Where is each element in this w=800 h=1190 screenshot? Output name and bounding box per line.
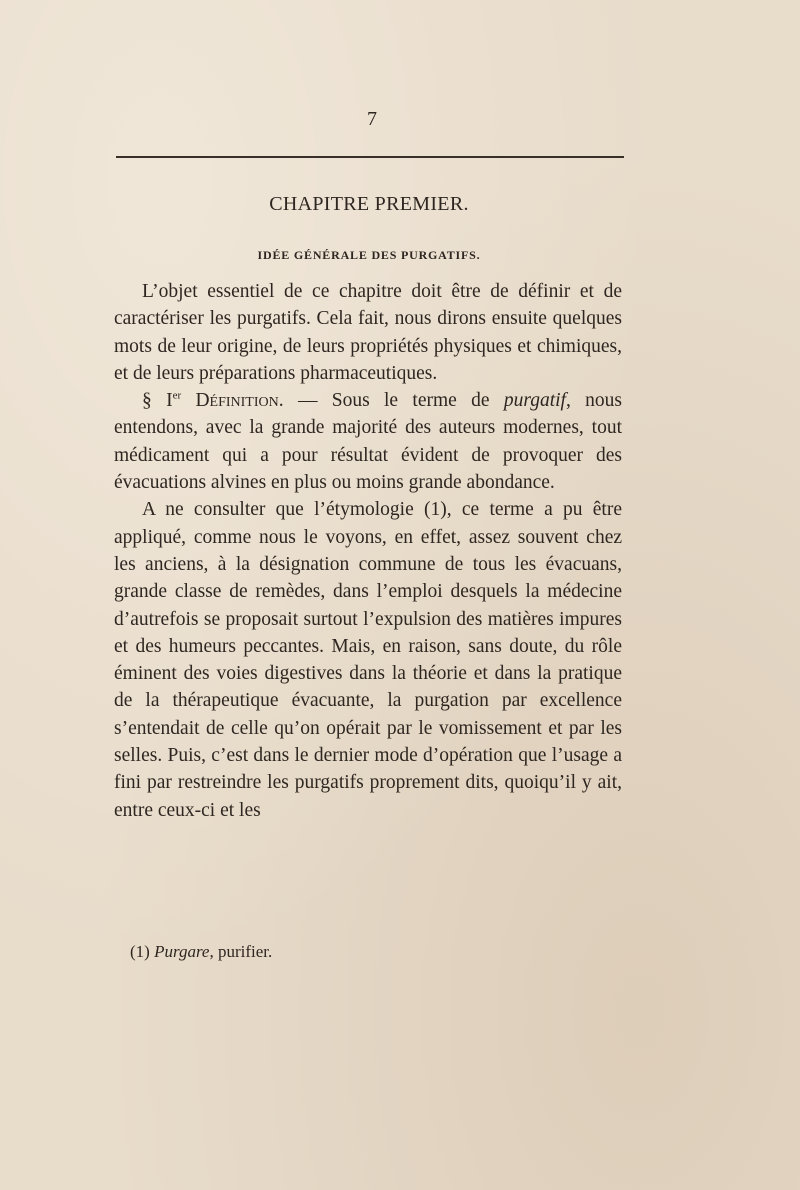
body-text (114, 278, 622, 824)
chapter-title: CHAPITRE PREMIER. (269, 193, 469, 215)
definition-lead: . — Sous le terme de (278, 390, 504, 412)
footnote (130, 942, 620, 962)
definition-term: purgatif (503, 390, 566, 412)
footnote-marker: (1) (130, 942, 150, 961)
section-title: IDÉE GÉNÉRALE DES PURGATIFS. (257, 248, 481, 262)
definition-heading: Définition (195, 390, 279, 412)
header-rule (116, 156, 624, 158)
paragraph-intro: L’objet essentiel de ce chapitre doit être de définir et de caractériser les purgatifs. Cela fait, nous dirons ensuite quelques mots de leur origine, de leurs propriétés physiques et chimiques, et de leurs préparations pharmaceutiques. (114, 281, 622, 384)
footnote-term: Purgare (154, 942, 210, 961)
paragraph-etymology: A ne consulter que l’étymologie (1), ce terme a pu être appliqué, comme nous le voyons, en effet, assez souvent chez les anciens, à la désignation commune de tous les évacuans, grande classe de remèdes, dans l’emploi desquels la médecine d’autrefois se proposait surtout l’expulsion des matières impures et des humeurs peccantes. Mais, en raison, sans doute, du rôle éminent des voies digestives dans la théorie et dans la pratique de la thérapeutique évacuante, la purgation par excellence s’entendait de celle qu’on opérait par le vomissement et par les selles. Puis, c’est dans le dernier mode d’opération que l’usage a fini par restreindre les purgatifs proprement dits, quoiqu’il y ait, entre ceux-ci et les (114, 499, 622, 821)
definition-text: , nous entendons, avec la grande majorité des auteurs modernes, tout médicament qui a pour résultat évident de provoquer des évacuations alvines en plus ou moins grande abondance. (114, 390, 623, 494)
page-number: 7 (367, 108, 377, 130)
section-mark: § I (142, 390, 173, 412)
footnote-text: , purifier. (209, 942, 273, 961)
section-mark-superscript: er (172, 389, 182, 402)
paragraph-definition (114, 387, 622, 496)
